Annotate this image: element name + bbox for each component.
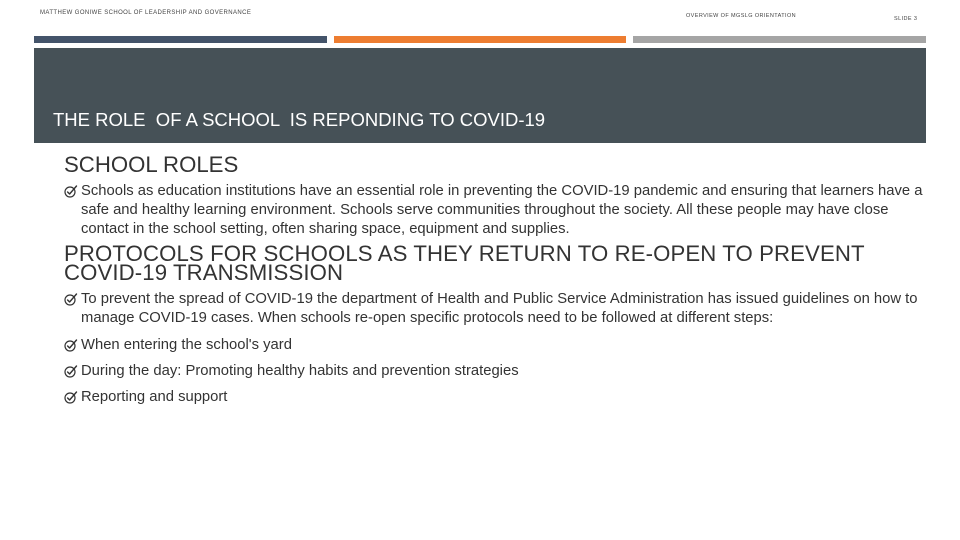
bullet-item: [64, 182, 926, 239]
bullet-item: [64, 336, 926, 355]
bullet-text: To prevent the spread of COVID-19 the department of Health and Public Service Administration has issued guidelines on how to manage COVID-19 cases. When schools re-open specific protocols need to be followed at different steps:: [81, 291, 918, 326]
circle-check-icon: [64, 389, 78, 405]
decor-bar-accent: [334, 36, 626, 43]
bullet-text: Reporting and support: [81, 389, 228, 405]
circle-check-icon: [64, 291, 78, 307]
decor-bar-light: [633, 36, 926, 43]
bullet-item: [64, 362, 926, 381]
bullet-text: When entering the school's yard: [81, 337, 292, 353]
slide-content: [64, 154, 926, 407]
header-presentation-title: OVERVIEW OF MGSLG ORIENTATION: [686, 13, 796, 19]
bullet-item: [64, 290, 926, 328]
circle-check-icon: [64, 363, 78, 379]
bullet-text: Schools as education institutions have an essential role in preventing the COVID-19 pandemic and ensuring that learners have a safe and healthy learning environment. Schools serve communities throughout the society. All these people may have close contact in the school setting, often sharing space, equipment and supplies.: [81, 183, 923, 237]
slide-title: THE ROLE OF A SCHOOL IS REPONDING TO COVID-19: [53, 109, 546, 130]
section-heading-protocols: PROTOCOLS FOR SCHOOLS AS THEY RETURN TO RE-OPEN TO PREVENT COVID-19 TRANSMISSION: [64, 241, 865, 285]
section-heading-school-roles: SCHOOL ROLES: [64, 152, 239, 177]
title-panel: [34, 48, 926, 143]
circle-check-icon: [64, 183, 78, 199]
header-slide-number: SLIDE 3: [894, 16, 918, 22]
header-organization: MATTHEW GONIWE SCHOOL OF LEADERSHIP AND GOVERNANCE: [40, 10, 252, 16]
circle-check-icon: [64, 337, 78, 353]
bullet-item: [64, 388, 926, 407]
bullet-text: During the day: Promoting healthy habits and prevention strategies: [81, 363, 519, 379]
decor-bar-dark: [34, 36, 327, 43]
